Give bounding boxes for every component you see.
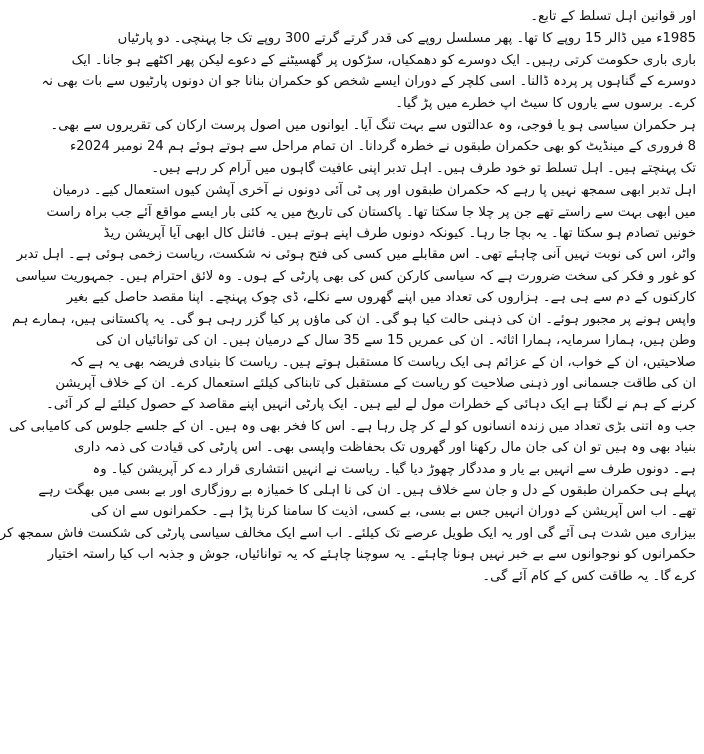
article-text-line: دوسرے کے گناہوں پر پردہ ڈالنا۔ اسی کلچر کے دوران ایسے شخص کو حکمران بنانا جو ان دونوں پارٹیوں سے بات بھی نہ [41,74,696,90]
article-text-line: باری باری حکومت کرتی رہیں۔ ایک دوسرے کو دھمکیاں، سڑکوں پر گھسیٹنے کے دعوے لیکن پھر اکٹھے ہو جانا۔ ایک [71,52,696,68]
article-text-line: میں ابھی بہت سے راستے تھے جن پر چلا جا سکتا تھا۔ پاکستان کی تاریخ میں یہ کئی بار ایسے مواقع آئے جب براہ راست [46,204,696,220]
article-text-line: تھے۔ اب اس آپریشن کے دوران انہیں جس بے بسی، بے کسی، اذیت کا سامنا کرنا پڑا ہے۔ حکمرانوں سے ان کی [90,504,696,520]
article-paragraph [265,6,696,27]
article-text-line: وطن ہیں، ہمارا سرمایہ، ہمارا اثاثہ۔ ان کی عمریں 15 سے 35 سال کے درمیان ہیں۔ ان کی توانائیاں ان کی [95,333,696,349]
article-text-line: کرے گا۔ یہ طاقت کس کے کام آئے گی۔ [482,568,696,584]
article-text-line: واٹر، اس کی نوبت نہیں آنی چاہئے تھی۔ اس مقابلے میں کسی کی فتح ہوئی نہ شکست، ریاست زخمی ہوئی ہے۔ اہل تدبر [16,247,696,263]
article-text-line: اہل تدبر ابھی سمجھ نہیں پا رہے کہ حکمران طبقوں اور پی ٹی آئی دونوں نے آخری آپشن کیوں استعمال کیے۔ درمیان [52,183,696,199]
article-paragraph [41,28,696,114]
article-text-line: کرنے کے ہم نے لگتا ہے ایک دہائی کے خطرات مول لے لیے ہیں۔ ایک پارٹی انہیں اپنے مقاصد کے حصول کیلئے لے کر آئی۔ [46,397,696,413]
article-text-line: کارکنوں کے دم سے ہی ہے۔ ہزاروں کی تعداد میں اپنے گھروں سے نکلے، ڈی چوک پہنچے۔ اپنا مقصد حاصل کیے بغیر [66,290,696,306]
article-text-line: بنیاد بھی وہ ہیں تو ان کی جان مال رکھنا اور گھروں تک بحفاظت واپسی بھی۔ اس پارٹی کی قیادت کی ذمہ داری [74,440,696,456]
article-text-line: واپس ہونے پر مجبور ہوئے۔ ان کی ذہنی حالت کیا ہو گی۔ ان کی ماؤں پر کیا گزر رہی ہو گی۔ یہ پاکستانی ہیں، ہمارے ہم [11,311,696,327]
article-text-line: صلاحیتیں، ان کے خواب، ان کے عزائم ہی ایک ریاست کا مستقبل ہوتے ہیں۔ ریاست کا بنیادی فریضہ بھی یہ ہے کہ [69,354,696,370]
article-text-line: 8 فروری کے مینڈیٹ کو بھی حکمران طبقوں نے خطرہ گردانا۔ ان تمام مراحل سے ہوتے ہوئے ہم 24 نومبر 2024ء [70,139,696,155]
article-text-line: ہے۔ دونوں طرف سے انہیں بے یار و مددگار چھوڑ دیا گیا۔ ریاست نے انہیں انتشاری قرار دے کر آپریشن کیا۔ وہ [92,461,696,477]
article-text-line: جب وہ اتنی بڑی تعداد میں زندہ انسانوں کو لے کر چل رہا ہے۔ اس کا فخر بھی وہ ہیں۔ ان کے جلسے جلوس کی کامیابی کی [9,418,696,434]
article-text-line: خونیں تصادم ہو سکتا تھا۔ یہ بچا جا رہا۔ کیونکہ دونوں طرف اپنے ہوتے ہیں۔ فائنل کال ابھی آیا آپریشن ریڈ [103,226,696,242]
article-text-line: بیزاری میں شدت ہی آئے گی اور یہ ایک طویل عرصے تک کیلئے۔ اب اسے ایک مخالف سیاسی پارٹی کی شکست فاش سمجھ کر [0,525,696,541]
article-text-line: 1985ء میں ڈالر 15 روپے کا تھا۔ پھر مسلسل روپے کی قدر گرتے گرتے 300 روپے تک جا پہنچی۔ دو پارٹیاں [117,31,696,47]
article-text-line: کو غور و فکر کی سخت ضرورت ہے کہ سیاسی کارکن کس کی بھی پارٹی کے ہوں۔ وہ لائق احترام ہیں۔ جمہوریت سیاسی [15,268,696,284]
article-paragraph [0,180,696,587]
article-text-line: کرے۔ برسوں سے یاروں کا سیٹ اپ خطرے میں پڑ گیا۔ [395,95,696,111]
article-text-line: اور قوانین اہل تسلط کے تابع۔ [530,9,696,24]
article-text-line: تک پہنچتے ہیں۔ اہل تسلط تو خود طرف ہیں۔ اہل تدبر اپنی عافیت گاہوں میں آرام کر رہے ہیں۔ [151,160,696,176]
article-paragraph [50,115,696,179]
article-text-line: ان کی طاقت جسمانی اور ذہنی صلاحیت کو ریاست کے مستقبل کی تابناکی کیلئے استعمال کرے۔ ان کے خلاف آپریشن [55,375,696,391]
article-text-line: ہر حکمران سیاسی ہو یا فوجی، وہ عدالتوں سے بہت تنگ آیا۔ ایوانوں میں اصول پرست ارکان کی تقریروں سے بھی۔ [50,118,696,134]
article-text-line: پہلے ہی حکمران طبقوں کے دل و جان سے خلاف ہیں۔ ان کی نا اہلی کا خمیازہ بے روزگاری اور بے بسی میں بھگت رہے [38,482,696,498]
article-text-line: حکمرانوں کو نوجوانوں سے بے خبر نہیں ہونا چاہئے۔ یہ سوچنا چاہئے کہ یہ توانائیاں، جوش و جذبہ اب کیا راستہ اختیار [47,547,696,563]
